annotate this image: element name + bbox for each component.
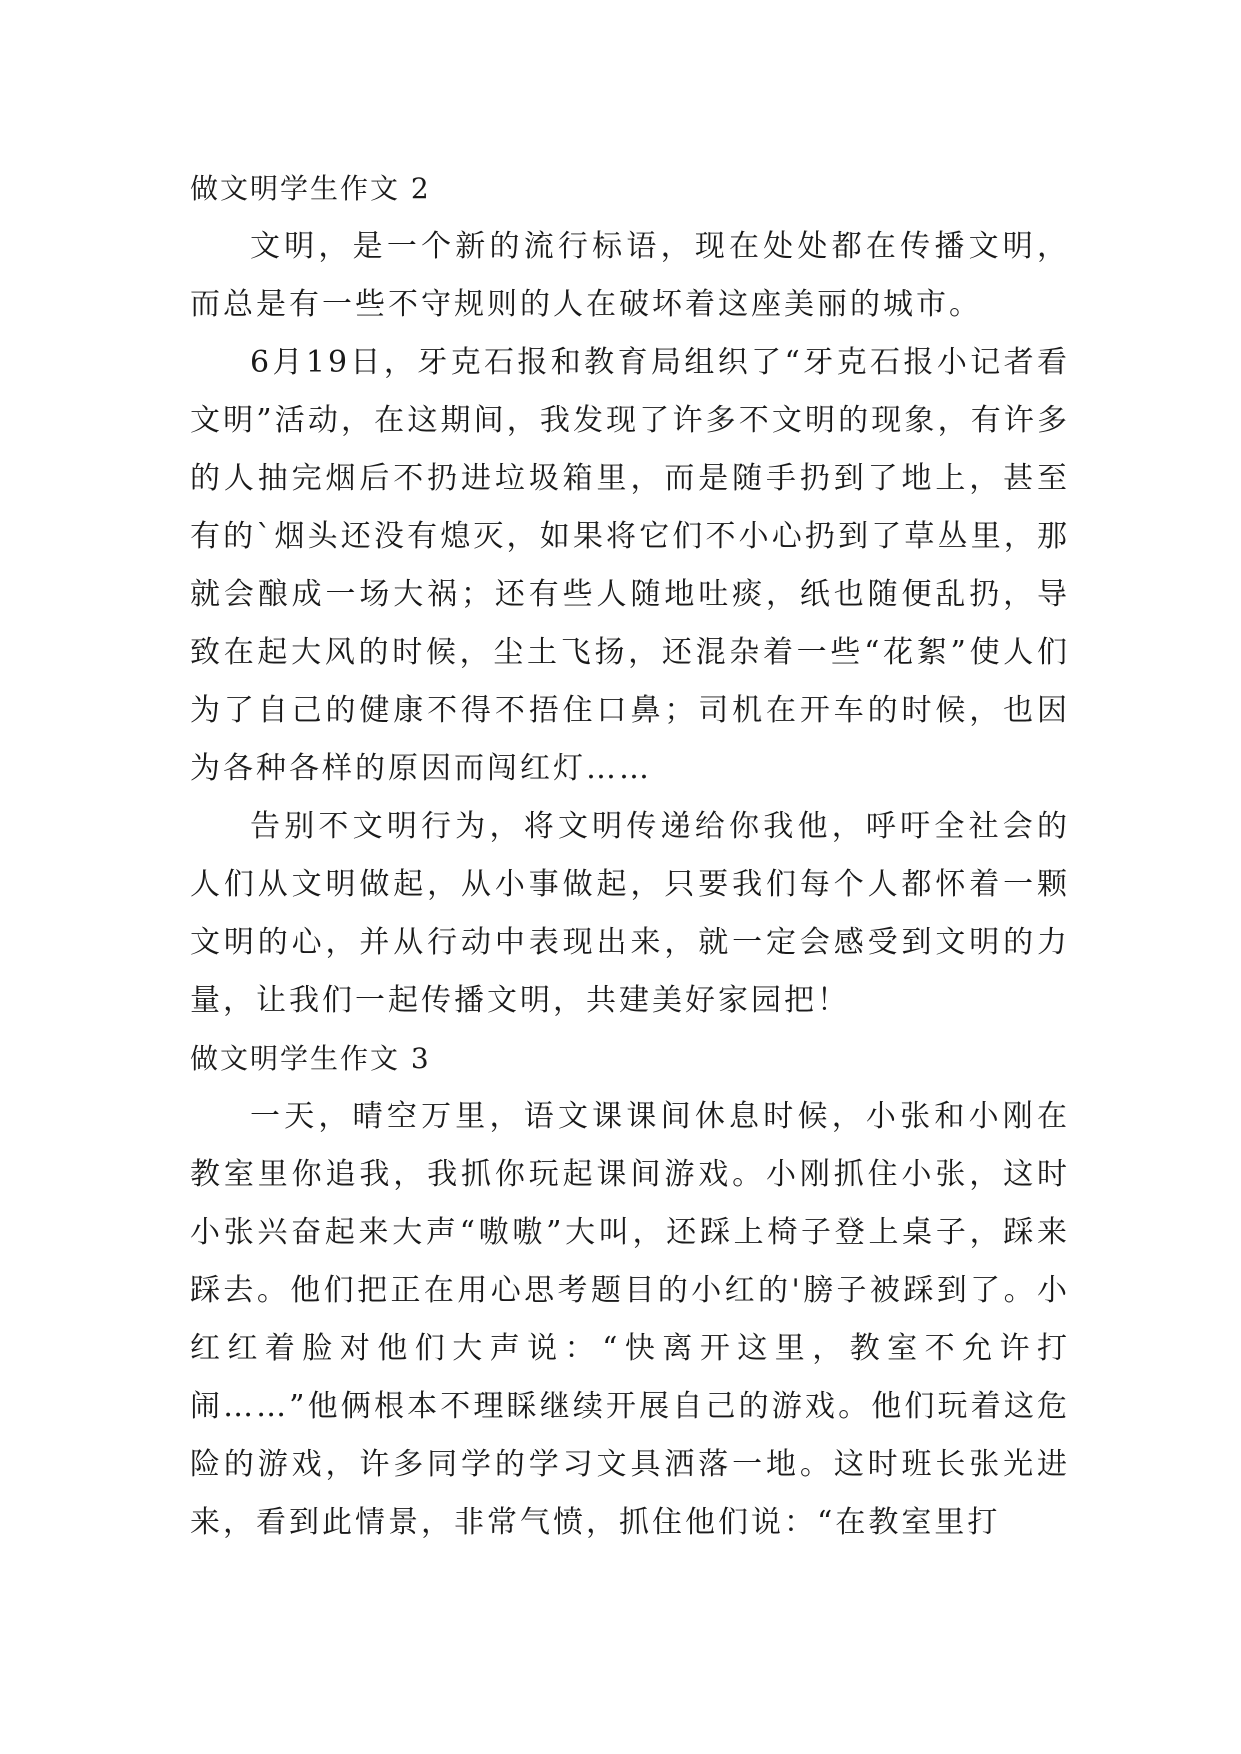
paragraph: 告别不文明行为，将文明传递给你我他，呼吁全社会的人们从文明做起，从小事做起，只要我们每个人都怀着一颗文明的心，并从行动中表现出来，就一定会感受到文明的力量，让我们一起传播文明，共建美好家园把！ bbox=[190, 809, 1070, 1018]
paragraph: 6月19日，牙克石报和教育局组织了“牙克石报小记者看文明”活动，在这期间，我发现了许多不文明的现象，有许多的人抽完烟后不扔进垃圾箱里，而是随手扔到了地上，甚至有的`烟头还没有熄灭，如果将它们不小心扔到了草丛里，那就会酿成一场大祸；还有些人随地吐痰，纸也随便乱扔，导致在起大风的时候，尘土飞扬，还混杂着一些“花絮”使人们为了自己的健康不得不捂住口鼻；司机在开车的时候，也因为各种各样的原因而闯红灯…… bbox=[190, 345, 1070, 786]
section-heading: 做文明学生作文 3 bbox=[190, 1042, 431, 1075]
paragraph: 一天，晴空万里，语文课课间休息时候，小张和小刚在教室里你追我，我抓你玩起课间游戏。小刚抓住小张，这时小张兴奋起来大声“嗷嗷”大叫，还踩上椅子登上桌子，踩来踩去。他们把正在用心思考题目的小红的'膀子被踩到了。小红红着脸对他们大声说：“快离开这里，教室不允许打闹……”他俩根本不理睬继续开展自己的游戏。他们玩着这危险的游戏，许多同学的学习文具洒落一地。这时班长张光进来，看到此情景，非常气愤，抓住他们说：“在教室里打 bbox=[190, 1099, 1070, 1540]
paragraph: 文明，是一个新的流行标语，现在处处都在传播文明，而总是有一些不守规则的人在破坏着这座美丽的城市。 bbox=[190, 229, 1070, 322]
section-heading: 做文明学生作文 2 bbox=[190, 172, 431, 205]
document-page bbox=[190, 160, 1070, 1552]
